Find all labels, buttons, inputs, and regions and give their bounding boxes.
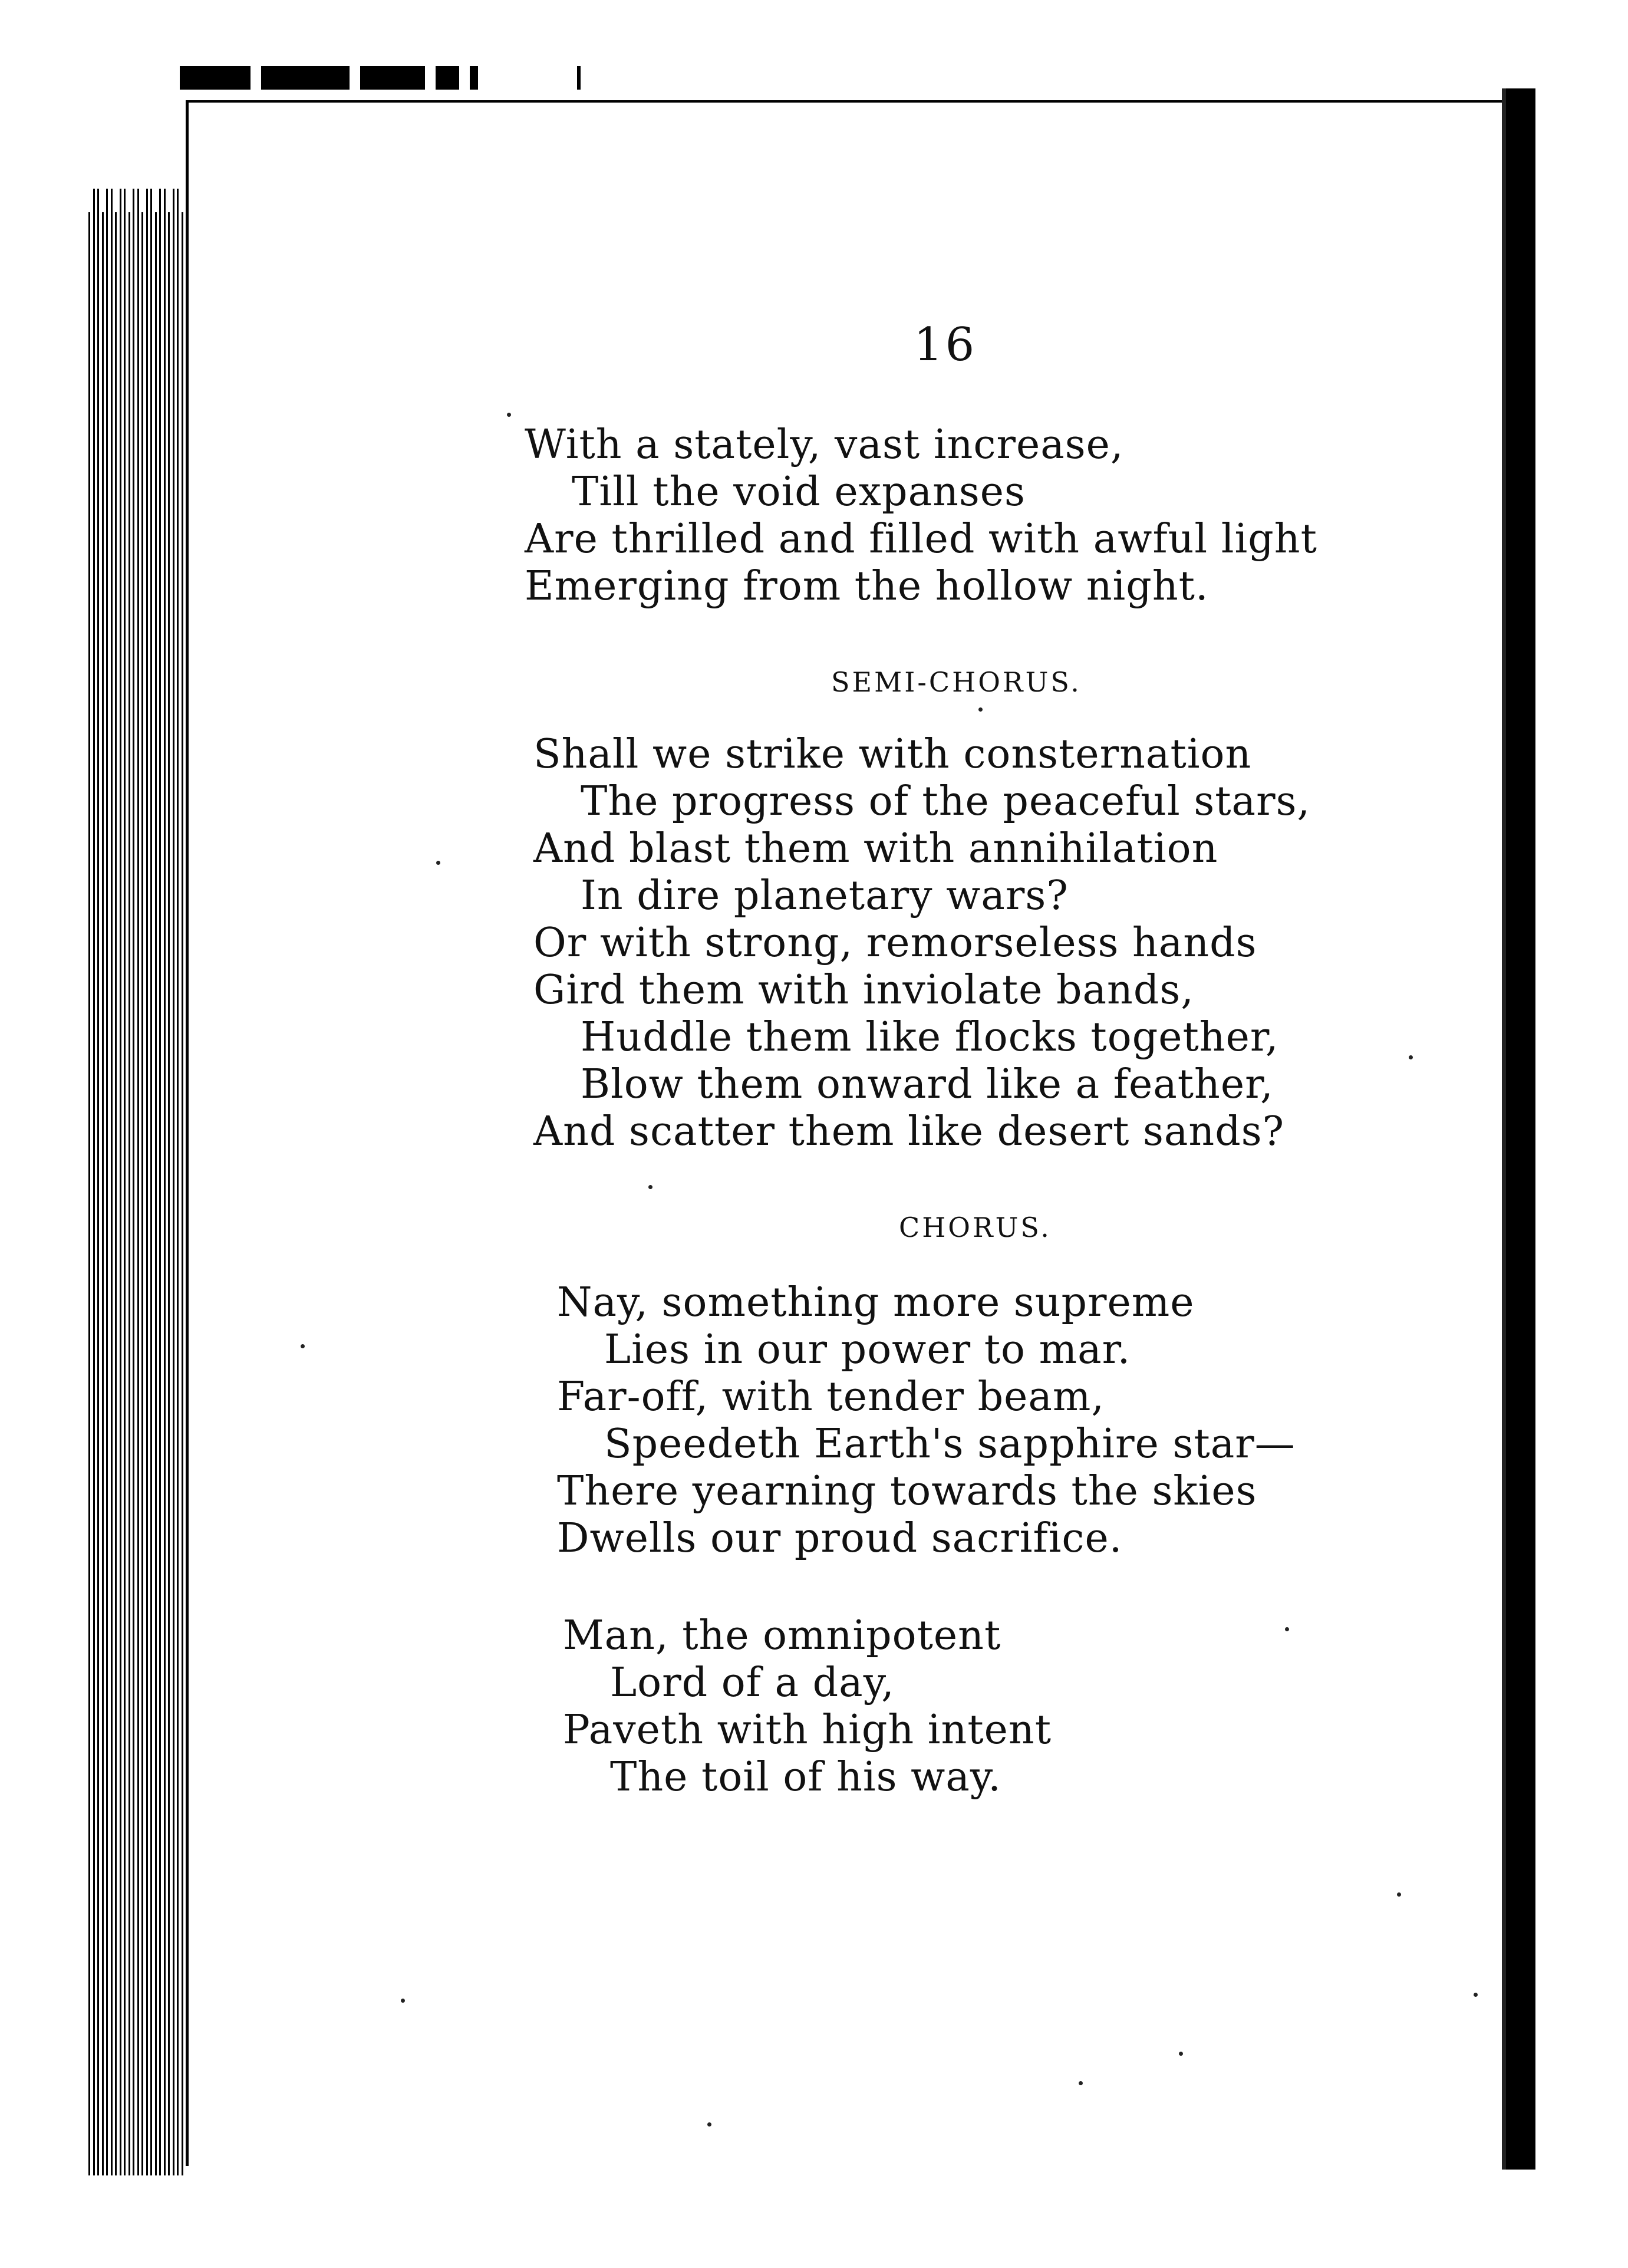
poem-line: And blast them with annihilation	[533, 825, 1218, 872]
scan-speck	[1397, 1892, 1401, 1897]
page-edge-line	[128, 212, 130, 2175]
poem-line: Lies in our power to mar.	[604, 1326, 1131, 1373]
right-edge-shadow	[1506, 88, 1535, 2170]
poem-line: Shall we strike with consternation	[533, 731, 1252, 778]
section-heading: SEMI-CHORUS.	[831, 666, 1082, 698]
scan-speck	[707, 2122, 711, 2127]
poem-line: In dire planetary wars?	[581, 873, 1069, 919]
page-edge-line	[106, 189, 108, 2175]
poem-line: The toil of his way.	[610, 1754, 1001, 1800]
page-edge-line	[173, 189, 174, 2175]
page-edge-line	[164, 189, 166, 2175]
scan-speck	[301, 1344, 305, 1348]
page-edge-line	[124, 189, 126, 2175]
scan-speck	[978, 707, 983, 712]
poem-line: Dwells our proud sacrifice.	[557, 1515, 1123, 1562]
page-edge-line	[150, 189, 152, 2175]
page-edge-line	[102, 212, 104, 2175]
page-edge-line	[133, 189, 134, 2175]
poem-line: And scatter them like desert sands?	[533, 1108, 1285, 1155]
poem-line: Lord of a day,	[610, 1660, 895, 1706]
scan-speck	[1474, 1993, 1478, 1997]
poem-line: Nay, something more supreme	[557, 1279, 1195, 1326]
poem-line: Are thrilled and filled with awful light	[525, 516, 1317, 562]
poem-line: Man, the omnipotent	[563, 1612, 1001, 1659]
page-edge-line	[146, 189, 148, 2175]
page-edge-line	[120, 189, 121, 2175]
scan-speck	[648, 1185, 652, 1189]
page-edge-stack	[88, 189, 189, 2175]
poem-line: Till the void expanses	[572, 469, 1026, 515]
poem-line: The progress of the peaceful stars,	[581, 778, 1311, 825]
page-edge-line	[137, 189, 139, 2175]
poem-line: Emerging from the hollow night.	[525, 563, 1209, 610]
page-edge-line	[88, 212, 90, 2175]
page-edge-line	[182, 212, 183, 2175]
scan-speck	[401, 1999, 405, 2003]
page-edge-line	[97, 189, 99, 2175]
scan-speck	[1409, 1055, 1413, 1059]
top-edge-strip	[180, 66, 591, 90]
scan-speck	[436, 861, 440, 865]
poem-line: Speedeth Earth's sapphire star—	[604, 1421, 1296, 1467]
section-heading: CHORUS.	[899, 1212, 1052, 1243]
page-edge-line	[155, 212, 157, 2175]
poem-line: Or with strong, remorseless hands	[533, 920, 1257, 966]
scan-speck	[1285, 1627, 1289, 1631]
page-edge-line	[111, 189, 113, 2175]
poem-line: There yearning towards the skies	[557, 1468, 1257, 1515]
scan-speck	[1079, 2081, 1083, 2085]
poem-line: Gird them with inviolate bands,	[533, 967, 1194, 1013]
poem-line: With a stately, vast increase,	[525, 422, 1124, 468]
page-edge-line	[159, 189, 161, 2175]
poem-line: Huddle them like flocks together,	[581, 1014, 1279, 1061]
page-edge-line	[141, 212, 143, 2175]
page-edge-line	[115, 212, 117, 2175]
page-number: 16	[914, 318, 977, 371]
poem-line: Paveth with high intent	[563, 1707, 1052, 1753]
page-edge-line	[93, 189, 95, 2175]
poem-line: Far-off, with tender beam,	[557, 1374, 1105, 1420]
page-edge-line	[168, 212, 170, 2175]
poem-line: Blow them onward like a feather,	[581, 1061, 1274, 1108]
page-edge-line	[177, 189, 179, 2175]
scan-speck	[1179, 2052, 1183, 2056]
scan-speck	[507, 413, 511, 417]
